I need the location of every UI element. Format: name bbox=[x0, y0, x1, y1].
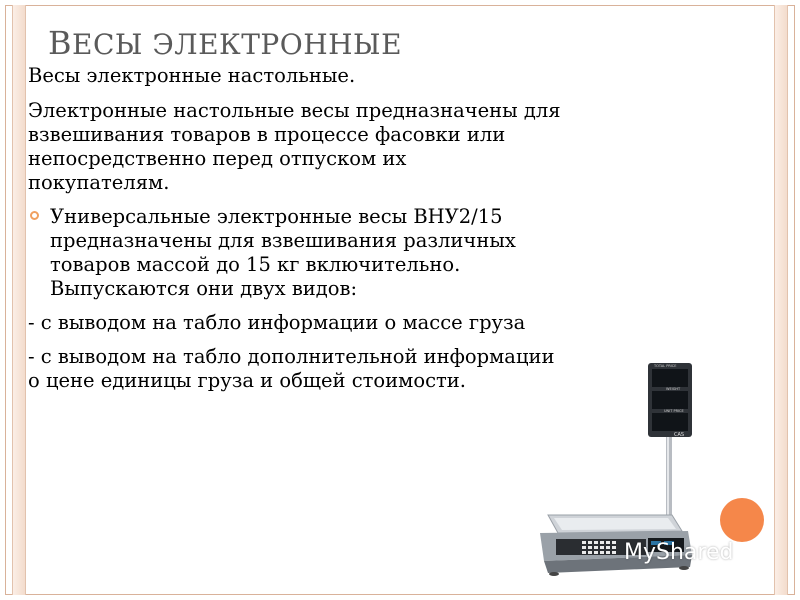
dash-item-1 bbox=[28, 311, 548, 335]
slide-content bbox=[28, 64, 561, 393]
dash-item-2-line: о цене единицы груза и общей стоимости. bbox=[28, 369, 466, 392]
paragraph-2-line: непосредственно перед отпуском их bbox=[28, 147, 407, 170]
bullet-paragraph bbox=[28, 205, 548, 301]
scale-brand-label: CAS bbox=[674, 432, 685, 438]
left-decorative-rule bbox=[12, 5, 26, 595]
bullet-line: предназначены для взвешивания различных bbox=[50, 229, 516, 252]
display-label-weight: WEIGHT bbox=[666, 387, 681, 391]
display-label-unit: UNIT PRICE bbox=[664, 409, 684, 413]
bullet-circle-icon bbox=[30, 211, 39, 220]
paragraph-2 bbox=[28, 99, 561, 195]
paragraph-2-line: Электронные настольные весы предназначены для bbox=[28, 99, 561, 122]
bullet-line: Выпускаются они двух видов: bbox=[50, 277, 358, 300]
orange-circle-badge bbox=[720, 498, 764, 542]
dash-item-2 bbox=[28, 345, 555, 393]
watermark-text: MyShared bbox=[624, 540, 734, 565]
paragraph-2-line: покупателям. bbox=[28, 171, 170, 194]
slide-title: ВЕСЫ ЭЛЕКТРОННЫЕ bbox=[48, 24, 403, 62]
display-label-total: TOTAL PRICE bbox=[654, 364, 677, 368]
dash-item-2-line: - с выводом на табло дополнительной информации bbox=[28, 345, 555, 368]
right-decorative-rule bbox=[774, 5, 788, 595]
bullet-line: Универсальные электронные весы ВНУ2/15 bbox=[50, 205, 503, 228]
dash-item-1-text: - с выводом на табло информации о массе груза bbox=[28, 311, 526, 334]
bullet-line: товаров массой до 15 кг включительно. bbox=[50, 253, 461, 276]
paragraph-1: Весы электронные настольные. bbox=[28, 64, 356, 87]
paragraph-2-line: взвешивания товаров в процессе фасовки или bbox=[28, 123, 506, 146]
